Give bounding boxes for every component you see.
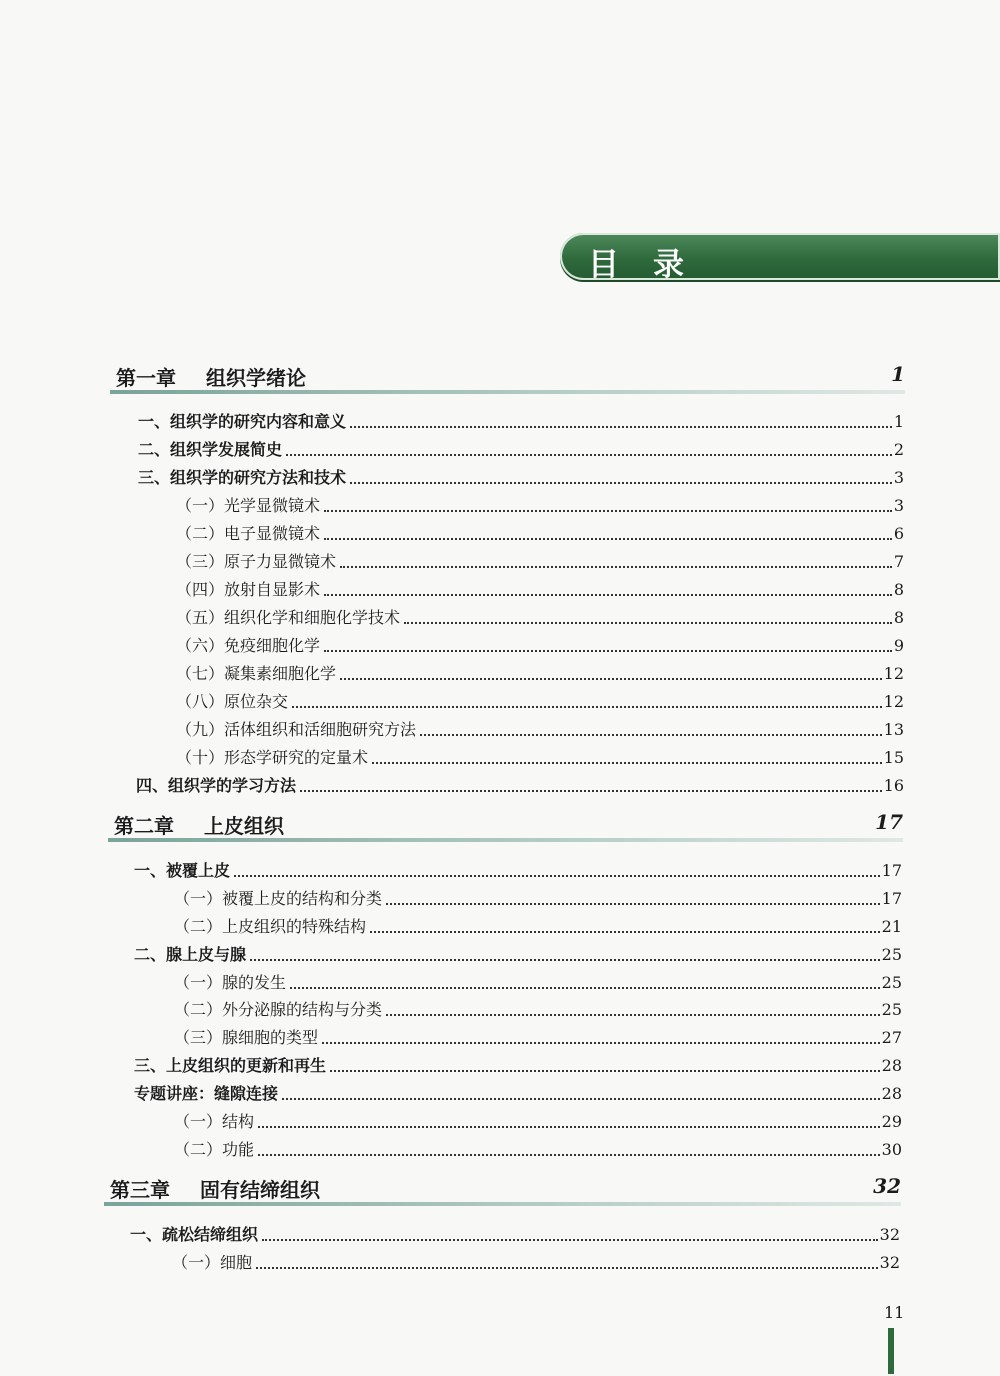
entry-label: （十）形态学研究的定量术 [176,748,369,767]
entry-label: （一）被覆上皮的结构和分类 [174,889,383,908]
entry-page: 15 [883,748,904,767]
entry-label: （六）免疫细胞化学 [176,636,321,655]
toc-entry[interactable] [134,855,902,881]
leader-dots [282,1098,880,1100]
entry-page: 25 [881,973,902,992]
entry-page: 28 [881,1084,902,1103]
entry-page: 16 [883,776,904,795]
toc-subentry[interactable] [176,714,904,740]
chapter-page: 17 [875,810,903,834]
entry-label: （一）结构 [174,1112,255,1131]
chapter-page: 32 [873,1174,901,1198]
chapter-page: 1 [891,362,905,386]
entry-page: 32 [879,1225,900,1244]
entry-label: （一）细胞 [172,1253,253,1272]
entry-label: （三）原子力显微镜术 [176,552,337,571]
chapter-title: 上皮组织 [204,814,284,838]
entry-page: 2 [893,440,904,459]
entry-page: 3 [893,496,904,515]
toc-entry[interactable] [138,462,904,488]
chapter-number: 第一章 [116,366,176,390]
entry-label: 二、组织学发展简史 [138,440,283,459]
entry-page: 12 [883,664,904,683]
toc-subentry[interactable] [174,1106,902,1132]
entry-page: 8 [893,608,904,627]
toc-subentry[interactable] [176,630,904,656]
entry-label: （二）电子显微镜术 [176,524,321,543]
chapter-title: 固有结缔组织 [200,1178,320,1202]
entry-page: 6 [893,524,904,543]
toc-subentry[interactable] [174,883,902,909]
entry-page: 17 [881,889,902,908]
entry-page: 7 [893,552,904,571]
toc-subentry[interactable] [174,967,902,993]
entry-page: 21 [881,917,902,936]
leader-dots [340,566,892,568]
entry-label: （二）功能 [174,1140,255,1159]
toc-title: 目录 [588,247,718,283]
leader-dots [386,1014,880,1016]
leader-dots [340,678,882,680]
entry-page: 13 [883,720,904,739]
leader-dots [350,482,892,484]
chapter-heading[interactable] [110,362,905,396]
toc-entry[interactable] [134,1050,902,1076]
toc-title-bar [560,233,1000,283]
leader-dots [350,426,892,428]
leader-dots [290,987,880,989]
leader-dots [300,790,882,792]
toc-subentry[interactable] [176,518,904,544]
toc-subentry[interactable] [172,1247,900,1273]
leader-dots [404,622,892,624]
toc-subentry[interactable] [176,686,904,712]
leader-dots [258,1154,880,1156]
page-number: 11 [884,1303,905,1322]
toc-subentry[interactable] [174,911,902,937]
chapter-heading[interactable] [104,1174,901,1208]
entry-label: （二）上皮组织的特殊结构 [174,917,367,936]
entry-page: 30 [881,1140,902,1159]
entry-label: （九）活体组织和活细胞研究方法 [176,720,417,739]
entry-page: 12 [883,692,904,711]
leader-dots [324,594,892,596]
entry-page: 27 [881,1028,902,1047]
entry-page: 17 [881,861,902,880]
entry-label: （四）放射自显影术 [176,580,321,599]
leader-dots [372,762,882,764]
leader-dots [286,454,892,456]
entry-page: 29 [881,1112,902,1131]
entry-label: （一）光学显微镜术 [176,496,321,515]
entry-page: 9 [893,636,904,655]
entry-label: （一）腺的发生 [174,973,287,992]
leader-dots [234,875,880,877]
entry-page: 1 [893,412,904,431]
entry-page: 8 [893,580,904,599]
entry-page: 28 [881,1056,902,1075]
entry-label: （三）腺细胞的类型 [174,1028,319,1047]
entry-label: 一、被覆上皮 [134,861,231,880]
leader-dots [324,538,892,540]
leader-dots [324,510,892,512]
entry-page: 25 [881,945,902,964]
entry-label: （七）凝集素细胞化学 [176,664,337,683]
leader-dots [292,706,882,708]
entry-label: （八）原位杂交 [176,692,289,711]
leader-dots [420,734,882,736]
entry-label: 三、组织学的研究方法和技术 [138,468,347,487]
entry-page: 32 [879,1253,900,1272]
entry-label: 四、组织学的学习方法 [136,776,297,795]
entry-label: 一、疏松结缔组织 [130,1225,259,1244]
leader-dots [322,1042,880,1044]
toc-entry[interactable] [136,770,904,796]
leader-dots [256,1267,878,1269]
entry-label: （二）外分泌腺的结构与分类 [174,1000,383,1019]
leader-dots [258,1126,880,1128]
entry-label: 专题讲座：缝隙连接 [134,1084,279,1103]
toc-subentry[interactable] [174,1022,902,1048]
chapter-underline [104,1202,901,1206]
entry-label: 二、腺上皮与腺 [134,945,247,964]
chapter-number: 第二章 [114,814,174,838]
entry-label: 一、组织学的研究内容和意义 [138,412,347,431]
toc-entry[interactable] [130,1219,900,1245]
chapter-title: 组织学绪论 [206,366,306,390]
toc-entry[interactable] [134,939,902,965]
chapter-number: 第三章 [110,1178,170,1202]
toc-entry[interactable] [138,434,904,460]
entry-page: 25 [881,1000,902,1019]
chapter-heading[interactable] [108,810,903,844]
leader-dots [250,959,880,961]
entry-label: 三、上皮组织的更新和再生 [134,1056,327,1075]
toc-subentry[interactable] [176,490,904,516]
toc-subentry[interactable] [176,602,904,628]
leader-dots [262,1239,878,1241]
toc-subentry[interactable] [174,994,902,1020]
toc-entry[interactable] [138,406,904,432]
leader-dots [324,650,892,652]
toc-subentry[interactable] [176,742,904,768]
leader-dots [370,931,880,933]
page-edge-marker [888,1328,894,1374]
toc-subentry[interactable] [176,574,904,600]
toc-entry[interactable] [134,1078,902,1104]
toc-subentry[interactable] [174,1134,902,1160]
leader-dots [330,1070,880,1072]
entry-label: （五）组织化学和细胞化学技术 [176,608,401,627]
toc-subentry[interactable] [176,546,904,572]
toc-subentry[interactable] [176,658,904,684]
chapter-underline [110,390,905,394]
chapter-underline [108,838,903,842]
leader-dots [386,903,880,905]
entry-page: 3 [893,468,904,487]
